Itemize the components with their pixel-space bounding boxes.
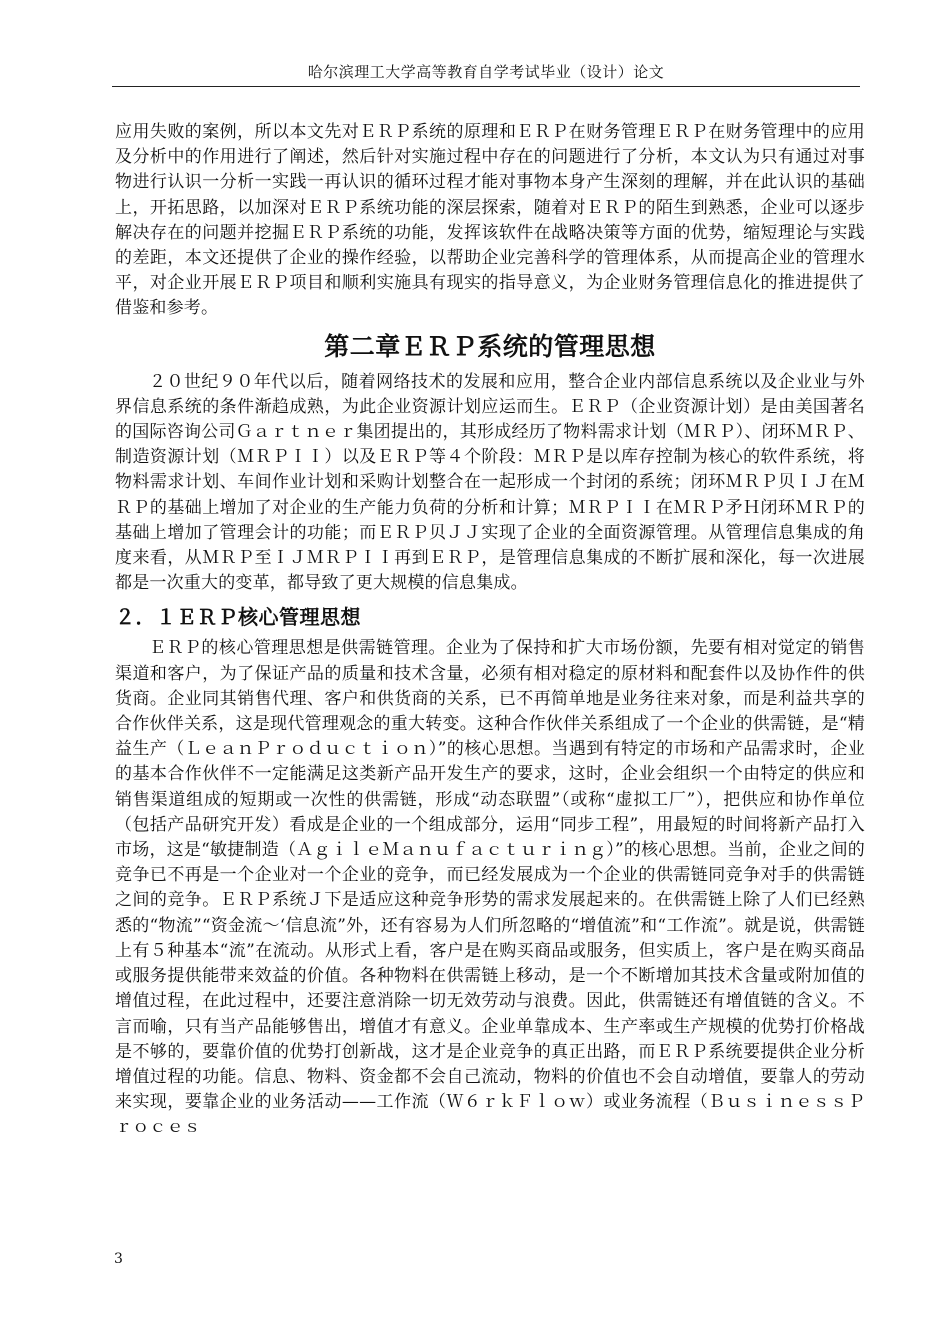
section-title: ２．１ＥＲＰ核心管理思想: [115, 605, 361, 630]
section-paragraph: ＥＲＰ的核心管理思想是供需链管理。企业为了保持和扩大市场份额，先要有相对觉定的销售渠道和客户，为了保证产品的质量和技术含量，必须有相对稳定的原材料和配套件以及协作件的供货商。企业同其销售代理、客户和供货商的关系，已不再简单地是业务往来对象，而是利益共享的合作伙伴关系，这是现代管理观念的重大转变。这种合作伙伴关系组成了一个企业的供需链，是“精益生产（ＬｅａｎＰｒｏｄｕｃｔｉｏｎ）”的核心思想。当遇到有特定的市场和产品需求时，企业的基本合作伙伴不一定能满足这类新产品开发生产的要求，这时，企业会组织一个由特定的供应和销售渠道组成的短期或一次性的供需链，形成“动态联盟”（或称“虚拟工厂”），把供应和协作单位（包括产品研究开发）看成是企业的一个组成部分，运用“同步工程”，用最短的时间将新产品打入市场，这是“敏捷制造（ＡｇｉｌｅＭａｎｕｆａｃｔｕｒｉｎｇ）”的核心思想。当前，企业之间的竞争已不再是一个企业对一个企业的竞争，而已经发展成为一个企业的供需链同竞争对手的供需链之间的竞争。ＥＲＰ系统Ｊ下是适应这种竞争形势的需求发展起来的。在供需链上除了人们已经熟悉的“物流”“资金流～‘信息流”外，还有容易为人们所忽略的“增值流”和“工作流”。就是说，供需链上有５种基本“流”在流动。从形式上看，客户是在购买商品或服务，但实质上，客户是在购买商品或服务提供能带来效益的价值。各种物料在供需链上移动，是一个不断增加其技术含量或附加值的增值过程，在此过程中，还要注意消除一切无效劳动与浪费。因此，供需链还有增值链的含义。不言而喻，只有当产品能够售出，增值才有意义。企业单靠成本、生产率或生产规模的优势打价格战是不够的，要靠价值的优势打创新战，这才是企业竞争的真正出路，而ＥＲＰ系统要提供企业分析增值过程的功能。信息、物料、资金都不会自己流动，物料的价值也不会自动增值，要靠人的劳动来实现，要靠企业的业务活动——工作流（Ｗ６ｒｋＦｌｏｗ）或业务流程（ＢｕｓｉｎｅｓｓＰｒｏｃｅｓ: [115, 638, 865, 1138]
page-content: [115, 120, 865, 1141]
intro-paragraph: 应用失败的案例，所以本文先对ＥＲＰ系统的原理和ＥＲＰ在财务管理ＥＲＰ在财务管理中的应用及分析中的作用进行了阐述，然后针对实施过程中存在的问题进行了分析，本文认为只有通过对事物进行认识一分析一实践一再认识的循环过程才能对事物本身产生深刻的理解，并在此认识的基础上，开拓思路，以加深对ＥＲＰ系统功能的深层探索，随着对ＥＲＰ的陌生到熟悉，企业可以逐步解决存在的问题并挖掘ＥＲＰ系统的功能，发挥该软件在战略决策等方面的优势，缩短理论与实践的差距，本文还提供了企业的操作经验，以帮助企业完善科学的管理体系，从而提高企业的管理水平，对企业开展ＥＲＰ项目和顺利实施具有现实的指导意义，为企业财务管理信息化的推进提供了借鉴和参考。: [115, 122, 865, 319]
header-rule: [112, 86, 860, 87]
chapter-title: 第二章ＥＲＰ系统的管理思想: [324, 331, 656, 361]
running-header: 哈尔滨理工大学高等教育自学考试毕业（设计）论文: [307, 63, 665, 81]
chapter-paragraph: ２０世纪９０年代以后，随着网络技术的发展和应用，整合企业内部信息系统以及企业业与外界信息系统的条件渐趋成熟，为此企业资源计划应运而生。ＥＲＰ（企业资源计划）是由美国著名的国际咨询公司Ｇａｒｔｎｅｒ集团提出的，其形成经历了物料需求计划（ＭＲＰ）、闭环ＭＲＰ、制造资源计划（ＭＲＰＩＩ）以及ＥＲＰ等４个阶段：ＭＲＰ是以库存控制为核心的软件系统，将物料需求计划、车间作业计划和采购计划整合在一起形成一个封闭的系统；闭环ＭＲＰ贝ＩＪ在ＭＲＰ的基础上增加了对企业的生产能力负荷的分析和计算；ＭＲＰＩＩ在ＭＲＰ矛Ｈ闭环ＭＲＰ的基础上增加了管理会计的功能；而ＥＲＰ贝ＪＪ实现了企业的全面资源管理。从管理信息集成的角度来看，从ＭＲＰ至ＩＪＭＲＰＩＩ再到ＥＲＰ，是管理信息集成的不断扩展和深化，每一次进展都是一次重大的变革，都导致了更大规模的信息集成。: [115, 371, 865, 594]
page-number: 3: [114, 1251, 123, 1267]
